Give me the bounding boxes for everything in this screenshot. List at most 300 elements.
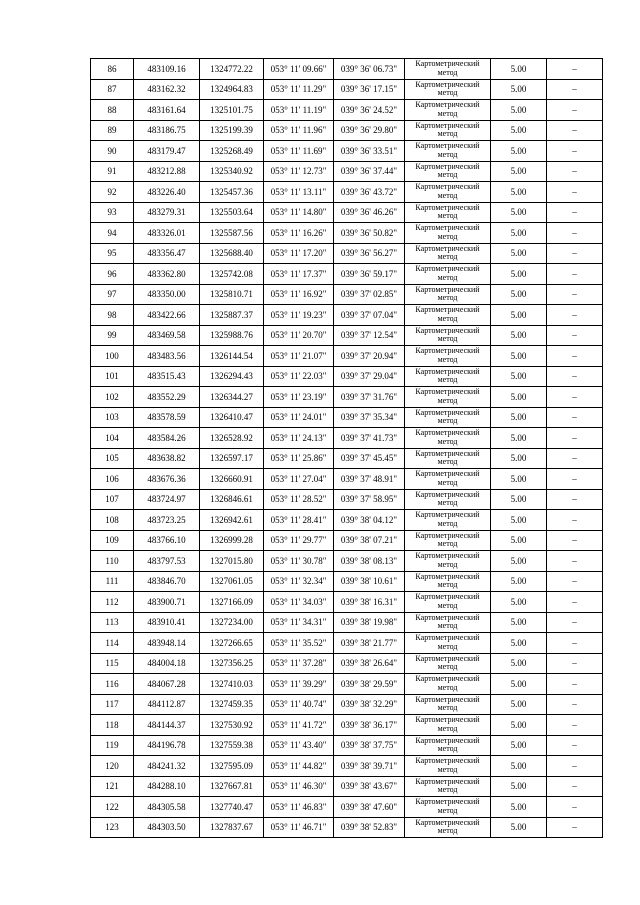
coordinates-table xyxy=(90,58,603,838)
method-cell: Картометрический метод xyxy=(405,223,491,244)
y-coordinate-cell: 1327166.09 xyxy=(200,592,264,613)
point-number-cell: 107 xyxy=(91,489,134,510)
table-row xyxy=(91,243,603,264)
y-coordinate-cell: 1326942.61 xyxy=(200,510,264,531)
method-cell: Картометрический метод xyxy=(405,264,491,285)
y-coordinate-cell: 1325587.56 xyxy=(200,223,264,244)
y-coordinate-cell: 1327410.03 xyxy=(200,674,264,695)
accuracy-cell: 5.00 xyxy=(491,346,547,367)
y-coordinate-cell: 1325887.37 xyxy=(200,305,264,326)
longitude-cell: 039° 38' 39.71" xyxy=(334,756,405,777)
method-cell: Картометрический метод xyxy=(405,653,491,674)
point-number-cell: 93 xyxy=(91,202,134,223)
note-cell: – xyxy=(547,530,603,551)
point-number-cell: 91 xyxy=(91,161,134,182)
accuracy-cell: 5.00 xyxy=(491,592,547,613)
latitude-cell: 053° 11' 40.74" xyxy=(264,694,334,715)
accuracy-cell: 5.00 xyxy=(491,633,547,654)
accuracy-cell: 5.00 xyxy=(491,797,547,818)
latitude-cell: 053° 11' 41.72" xyxy=(264,715,334,736)
y-coordinate-cell: 1325988.76 xyxy=(200,325,264,346)
method-cell: Картометрический метод xyxy=(405,325,491,346)
latitude-cell: 053° 11' 16.92" xyxy=(264,284,334,305)
accuracy-cell: 5.00 xyxy=(491,141,547,162)
latitude-cell: 053° 11' 37.28" xyxy=(264,653,334,674)
y-coordinate-cell: 1327061.05 xyxy=(200,571,264,592)
table-row xyxy=(91,100,603,121)
longitude-cell: 039° 37' 31.76" xyxy=(334,387,405,408)
point-number-cell: 88 xyxy=(91,100,134,121)
point-number-cell: 115 xyxy=(91,653,134,674)
y-coordinate-cell: 1326999.28 xyxy=(200,530,264,551)
y-coordinate-cell: 1327356.25 xyxy=(200,653,264,674)
method-cell: Картометрический метод xyxy=(405,79,491,100)
y-coordinate-cell: 1327234.00 xyxy=(200,612,264,633)
x-coordinate-cell: 483948.14 xyxy=(134,633,200,654)
x-coordinate-cell: 484196.78 xyxy=(134,735,200,756)
longitude-cell: 039° 38' 04.12" xyxy=(334,510,405,531)
longitude-cell: 039° 36' 59.17" xyxy=(334,264,405,285)
accuracy-cell: 5.00 xyxy=(491,387,547,408)
method-cell: Картометрический метод xyxy=(405,141,491,162)
table-row xyxy=(91,284,603,305)
x-coordinate-cell: 483362.80 xyxy=(134,264,200,285)
longitude-cell: 039° 37' 07.04" xyxy=(334,305,405,326)
latitude-cell: 053° 11' 29.77" xyxy=(264,530,334,551)
method-cell: Картометрический метод xyxy=(405,284,491,305)
method-cell: Картометрический метод xyxy=(405,161,491,182)
point-number-cell: 86 xyxy=(91,59,134,80)
longitude-cell: 039° 38' 32.29" xyxy=(334,694,405,715)
latitude-cell: 053° 11' 13.11" xyxy=(264,182,334,203)
y-coordinate-cell: 1327459.35 xyxy=(200,694,264,715)
point-number-cell: 118 xyxy=(91,715,134,736)
method-cell: Картометрический метод xyxy=(405,530,491,551)
accuracy-cell: 5.00 xyxy=(491,161,547,182)
accuracy-cell: 5.00 xyxy=(491,79,547,100)
accuracy-cell: 5.00 xyxy=(491,653,547,674)
longitude-cell: 039° 38' 16.31" xyxy=(334,592,405,613)
table-row xyxy=(91,817,603,838)
table-row xyxy=(91,202,603,223)
latitude-cell: 053° 11' 14.80" xyxy=(264,202,334,223)
accuracy-cell: 5.00 xyxy=(491,756,547,777)
x-coordinate-cell: 483724.97 xyxy=(134,489,200,510)
latitude-cell: 053° 11' 34.03" xyxy=(264,592,334,613)
latitude-cell: 053° 11' 22.03" xyxy=(264,366,334,387)
table-row xyxy=(91,633,603,654)
table-row xyxy=(91,756,603,777)
y-coordinate-cell: 1325742.08 xyxy=(200,264,264,285)
longitude-cell: 039° 38' 37.75" xyxy=(334,735,405,756)
note-cell: – xyxy=(547,592,603,613)
note-cell: – xyxy=(547,243,603,264)
latitude-cell: 053° 11' 30.78" xyxy=(264,551,334,572)
point-number-cell: 119 xyxy=(91,735,134,756)
accuracy-cell: 5.00 xyxy=(491,428,547,449)
method-cell: Картометрический метод xyxy=(405,551,491,572)
y-coordinate-cell: 1326410.47 xyxy=(200,407,264,428)
longitude-cell: 039° 38' 10.61" xyxy=(334,571,405,592)
latitude-cell: 053° 11' 09.66" xyxy=(264,59,334,80)
table-row xyxy=(91,346,603,367)
longitude-cell: 039° 36' 50.82" xyxy=(334,223,405,244)
accuracy-cell: 5.00 xyxy=(491,305,547,326)
y-coordinate-cell: 1327667.81 xyxy=(200,776,264,797)
x-coordinate-cell: 483326.01 xyxy=(134,223,200,244)
point-number-cell: 111 xyxy=(91,571,134,592)
method-cell: Картометрический метод xyxy=(405,100,491,121)
latitude-cell: 053° 11' 44.82" xyxy=(264,756,334,777)
latitude-cell: 053° 11' 11.19" xyxy=(264,100,334,121)
accuracy-cell: 5.00 xyxy=(491,530,547,551)
x-coordinate-cell: 483638.82 xyxy=(134,448,200,469)
x-coordinate-cell: 483161.64 xyxy=(134,100,200,121)
note-cell: – xyxy=(547,653,603,674)
latitude-cell: 053° 11' 34.31" xyxy=(264,612,334,633)
point-number-cell: 98 xyxy=(91,305,134,326)
latitude-cell: 053° 11' 17.37" xyxy=(264,264,334,285)
y-coordinate-cell: 1324964.83 xyxy=(200,79,264,100)
latitude-cell: 053° 11' 43.40" xyxy=(264,735,334,756)
x-coordinate-cell: 483350.00 xyxy=(134,284,200,305)
x-coordinate-cell: 483846.70 xyxy=(134,571,200,592)
method-cell: Картометрический метод xyxy=(405,59,491,80)
accuracy-cell: 5.00 xyxy=(491,694,547,715)
note-cell: – xyxy=(547,694,603,715)
table-row xyxy=(91,448,603,469)
table-row xyxy=(91,407,603,428)
longitude-cell: 039° 38' 29.59" xyxy=(334,674,405,695)
longitude-cell: 039° 37' 20.94" xyxy=(334,346,405,367)
method-cell: Картометрический метод xyxy=(405,243,491,264)
note-cell: – xyxy=(547,715,603,736)
accuracy-cell: 5.00 xyxy=(491,202,547,223)
point-number-cell: 95 xyxy=(91,243,134,264)
accuracy-cell: 5.00 xyxy=(491,182,547,203)
latitude-cell: 053° 11' 28.52" xyxy=(264,489,334,510)
point-number-cell: 105 xyxy=(91,448,134,469)
latitude-cell: 053° 11' 12.73" xyxy=(264,161,334,182)
latitude-cell: 053° 11' 21.07" xyxy=(264,346,334,367)
note-cell: – xyxy=(547,551,603,572)
method-cell: Картометрический метод xyxy=(405,366,491,387)
y-coordinate-cell: 1326344.27 xyxy=(200,387,264,408)
table-row xyxy=(91,428,603,449)
y-coordinate-cell: 1325340.92 xyxy=(200,161,264,182)
x-coordinate-cell: 484241.32 xyxy=(134,756,200,777)
latitude-cell: 053° 11' 46.30" xyxy=(264,776,334,797)
point-number-cell: 106 xyxy=(91,469,134,490)
longitude-cell: 039° 36' 37.44" xyxy=(334,161,405,182)
x-coordinate-cell: 483469.58 xyxy=(134,325,200,346)
longitude-cell: 039° 36' 56.27" xyxy=(334,243,405,264)
note-cell: – xyxy=(547,571,603,592)
y-coordinate-cell: 1327740.47 xyxy=(200,797,264,818)
table-row xyxy=(91,366,603,387)
accuracy-cell: 5.00 xyxy=(491,469,547,490)
accuracy-cell: 5.00 xyxy=(491,674,547,695)
point-number-cell: 97 xyxy=(91,284,134,305)
longitude-cell: 039° 37' 02.85" xyxy=(334,284,405,305)
x-coordinate-cell: 483226.40 xyxy=(134,182,200,203)
latitude-cell: 053° 11' 25.86" xyxy=(264,448,334,469)
point-number-cell: 109 xyxy=(91,530,134,551)
longitude-cell: 039° 37' 29.04" xyxy=(334,366,405,387)
point-number-cell: 87 xyxy=(91,79,134,100)
table-row xyxy=(91,797,603,818)
x-coordinate-cell: 483483.56 xyxy=(134,346,200,367)
method-cell: Картометрический метод xyxy=(405,571,491,592)
x-coordinate-cell: 484067.28 xyxy=(134,674,200,695)
note-cell: – xyxy=(547,120,603,141)
point-number-cell: 100 xyxy=(91,346,134,367)
point-number-cell: 94 xyxy=(91,223,134,244)
accuracy-cell: 5.00 xyxy=(491,715,547,736)
point-number-cell: 96 xyxy=(91,264,134,285)
point-number-cell: 113 xyxy=(91,612,134,633)
note-cell: – xyxy=(547,161,603,182)
y-coordinate-cell: 1325810.71 xyxy=(200,284,264,305)
note-cell: – xyxy=(547,448,603,469)
x-coordinate-cell: 483186.75 xyxy=(134,120,200,141)
note-cell: – xyxy=(547,735,603,756)
note-cell: – xyxy=(547,223,603,244)
longitude-cell: 039° 36' 24.52" xyxy=(334,100,405,121)
note-cell: – xyxy=(547,346,603,367)
x-coordinate-cell: 483356.47 xyxy=(134,243,200,264)
latitude-cell: 053° 11' 28.41" xyxy=(264,510,334,531)
latitude-cell: 053° 11' 23.19" xyxy=(264,387,334,408)
longitude-cell: 039° 36' 06.73" xyxy=(334,59,405,80)
table-row xyxy=(91,79,603,100)
table-row xyxy=(91,571,603,592)
y-coordinate-cell: 1327530.92 xyxy=(200,715,264,736)
latitude-cell: 053° 11' 27.04" xyxy=(264,469,334,490)
point-number-cell: 114 xyxy=(91,633,134,654)
point-number-cell: 89 xyxy=(91,120,134,141)
longitude-cell: 039° 38' 08.13" xyxy=(334,551,405,572)
y-coordinate-cell: 1325101.75 xyxy=(200,100,264,121)
point-number-cell: 101 xyxy=(91,366,134,387)
note-cell: – xyxy=(547,469,603,490)
latitude-cell: 053° 11' 46.83" xyxy=(264,797,334,818)
latitude-cell: 053° 11' 17.20" xyxy=(264,243,334,264)
note-cell: – xyxy=(547,264,603,285)
longitude-cell: 039° 38' 26.64" xyxy=(334,653,405,674)
table-row xyxy=(91,551,603,572)
longitude-cell: 039° 37' 45.45" xyxy=(334,448,405,469)
method-cell: Картометрический метод xyxy=(405,428,491,449)
x-coordinate-cell: 483109.16 xyxy=(134,59,200,80)
note-cell: – xyxy=(547,100,603,121)
point-number-cell: 108 xyxy=(91,510,134,531)
longitude-cell: 039° 38' 43.67" xyxy=(334,776,405,797)
latitude-cell: 053° 11' 11.69" xyxy=(264,141,334,162)
x-coordinate-cell: 484305.58 xyxy=(134,797,200,818)
accuracy-cell: 5.00 xyxy=(491,448,547,469)
note-cell: – xyxy=(547,510,603,531)
accuracy-cell: 5.00 xyxy=(491,100,547,121)
accuracy-cell: 5.00 xyxy=(491,284,547,305)
table-row xyxy=(91,161,603,182)
latitude-cell: 053° 11' 20.70" xyxy=(264,325,334,346)
note-cell: – xyxy=(547,756,603,777)
table-row xyxy=(91,735,603,756)
method-cell: Картометрический метод xyxy=(405,182,491,203)
x-coordinate-cell: 484303.50 xyxy=(134,817,200,838)
table-row xyxy=(91,120,603,141)
method-cell: Картометрический метод xyxy=(405,305,491,326)
x-coordinate-cell: 483578.59 xyxy=(134,407,200,428)
y-coordinate-cell: 1326597.17 xyxy=(200,448,264,469)
x-coordinate-cell: 483422.66 xyxy=(134,305,200,326)
table-row xyxy=(91,715,603,736)
method-cell: Картометрический метод xyxy=(405,592,491,613)
note-cell: – xyxy=(547,407,603,428)
note-cell: – xyxy=(547,305,603,326)
longitude-cell: 039° 38' 47.60" xyxy=(334,797,405,818)
point-number-cell: 120 xyxy=(91,756,134,777)
note-cell: – xyxy=(547,325,603,346)
note-cell: – xyxy=(547,776,603,797)
latitude-cell: 053° 11' 24.13" xyxy=(264,428,334,449)
method-cell: Картометрический метод xyxy=(405,715,491,736)
method-cell: Картометрический метод xyxy=(405,735,491,756)
x-coordinate-cell: 483723.25 xyxy=(134,510,200,531)
table-row xyxy=(91,489,603,510)
table-row xyxy=(91,141,603,162)
y-coordinate-cell: 1325457.36 xyxy=(200,182,264,203)
note-cell: – xyxy=(547,202,603,223)
x-coordinate-cell: 483279.31 xyxy=(134,202,200,223)
longitude-cell: 039° 37' 41.73" xyxy=(334,428,405,449)
x-coordinate-cell: 483162.32 xyxy=(134,79,200,100)
y-coordinate-cell: 1326660.91 xyxy=(200,469,264,490)
x-coordinate-cell: 483515.43 xyxy=(134,366,200,387)
x-coordinate-cell: 483552.29 xyxy=(134,387,200,408)
x-coordinate-cell: 483584.26 xyxy=(134,428,200,449)
latitude-cell: 053° 11' 19.23" xyxy=(264,305,334,326)
latitude-cell: 053° 11' 32.34" xyxy=(264,571,334,592)
note-cell: – xyxy=(547,797,603,818)
x-coordinate-cell: 483179.47 xyxy=(134,141,200,162)
x-coordinate-cell: 484112.87 xyxy=(134,694,200,715)
y-coordinate-cell: 1325688.40 xyxy=(200,243,264,264)
accuracy-cell: 5.00 xyxy=(491,366,547,387)
note-cell: – xyxy=(547,633,603,654)
longitude-cell: 039° 37' 48.91" xyxy=(334,469,405,490)
table-row xyxy=(91,694,603,715)
point-number-cell: 104 xyxy=(91,428,134,449)
x-coordinate-cell: 484004.18 xyxy=(134,653,200,674)
latitude-cell: 053° 11' 39.29" xyxy=(264,674,334,695)
table-row xyxy=(91,510,603,531)
note-cell: – xyxy=(547,674,603,695)
note-cell: – xyxy=(547,489,603,510)
x-coordinate-cell: 483676.36 xyxy=(134,469,200,490)
longitude-cell: 039° 37' 58.95" xyxy=(334,489,405,510)
method-cell: Картометрический метод xyxy=(405,387,491,408)
y-coordinate-cell: 1325199.39 xyxy=(200,120,264,141)
method-cell: Картометрический метод xyxy=(405,797,491,818)
method-cell: Картометрический метод xyxy=(405,346,491,367)
table-row xyxy=(91,776,603,797)
longitude-cell: 039° 38' 52.83" xyxy=(334,817,405,838)
note-cell: – xyxy=(547,428,603,449)
method-cell: Картометрический метод xyxy=(405,489,491,510)
longitude-cell: 039° 36' 17.15" xyxy=(334,79,405,100)
x-coordinate-cell: 483766.10 xyxy=(134,530,200,551)
point-number-cell: 121 xyxy=(91,776,134,797)
table-row xyxy=(91,325,603,346)
y-coordinate-cell: 1325503.64 xyxy=(200,202,264,223)
y-coordinate-cell: 1327559.38 xyxy=(200,735,264,756)
x-coordinate-cell: 483212.88 xyxy=(134,161,200,182)
method-cell: Картометрический метод xyxy=(405,202,491,223)
table-row xyxy=(91,653,603,674)
point-number-cell: 123 xyxy=(91,817,134,838)
x-coordinate-cell: 484144.37 xyxy=(134,715,200,736)
y-coordinate-cell: 1327266.65 xyxy=(200,633,264,654)
y-coordinate-cell: 1326144.54 xyxy=(200,346,264,367)
point-number-cell: 99 xyxy=(91,325,134,346)
note-cell: – xyxy=(547,817,603,838)
note-cell: – xyxy=(547,612,603,633)
method-cell: Картометрический метод xyxy=(405,469,491,490)
note-cell: – xyxy=(547,284,603,305)
point-number-cell: 92 xyxy=(91,182,134,203)
latitude-cell: 053° 11' 24.01" xyxy=(264,407,334,428)
longitude-cell: 039° 36' 33.51" xyxy=(334,141,405,162)
method-cell: Картометрический метод xyxy=(405,633,491,654)
table-row xyxy=(91,612,603,633)
y-coordinate-cell: 1326294.43 xyxy=(200,366,264,387)
accuracy-cell: 5.00 xyxy=(491,325,547,346)
accuracy-cell: 5.00 xyxy=(491,551,547,572)
latitude-cell: 053° 11' 46.71" xyxy=(264,817,334,838)
point-number-cell: 90 xyxy=(91,141,134,162)
longitude-cell: 039° 36' 46.26" xyxy=(334,202,405,223)
method-cell: Картометрический метод xyxy=(405,776,491,797)
note-cell: – xyxy=(547,366,603,387)
table-row xyxy=(91,264,603,285)
longitude-cell: 039° 37' 12.54" xyxy=(334,325,405,346)
point-number-cell: 110 xyxy=(91,551,134,572)
y-coordinate-cell: 1325268.49 xyxy=(200,141,264,162)
point-number-cell: 102 xyxy=(91,387,134,408)
table-row xyxy=(91,674,603,695)
method-cell: Картометрический метод xyxy=(405,448,491,469)
table-row xyxy=(91,223,603,244)
table-row xyxy=(91,592,603,613)
longitude-cell: 039° 38' 07.21" xyxy=(334,530,405,551)
method-cell: Картометрический метод xyxy=(405,612,491,633)
y-coordinate-cell: 1327595.09 xyxy=(200,756,264,777)
note-cell: – xyxy=(547,387,603,408)
table-row xyxy=(91,182,603,203)
table-row xyxy=(91,530,603,551)
accuracy-cell: 5.00 xyxy=(491,407,547,428)
accuracy-cell: 5.00 xyxy=(491,510,547,531)
note-cell: – xyxy=(547,59,603,80)
y-coordinate-cell: 1326846.61 xyxy=(200,489,264,510)
table-row xyxy=(91,305,603,326)
longitude-cell: 039° 38' 36.17" xyxy=(334,715,405,736)
method-cell: Картометрический метод xyxy=(405,120,491,141)
accuracy-cell: 5.00 xyxy=(491,264,547,285)
accuracy-cell: 5.00 xyxy=(491,59,547,80)
